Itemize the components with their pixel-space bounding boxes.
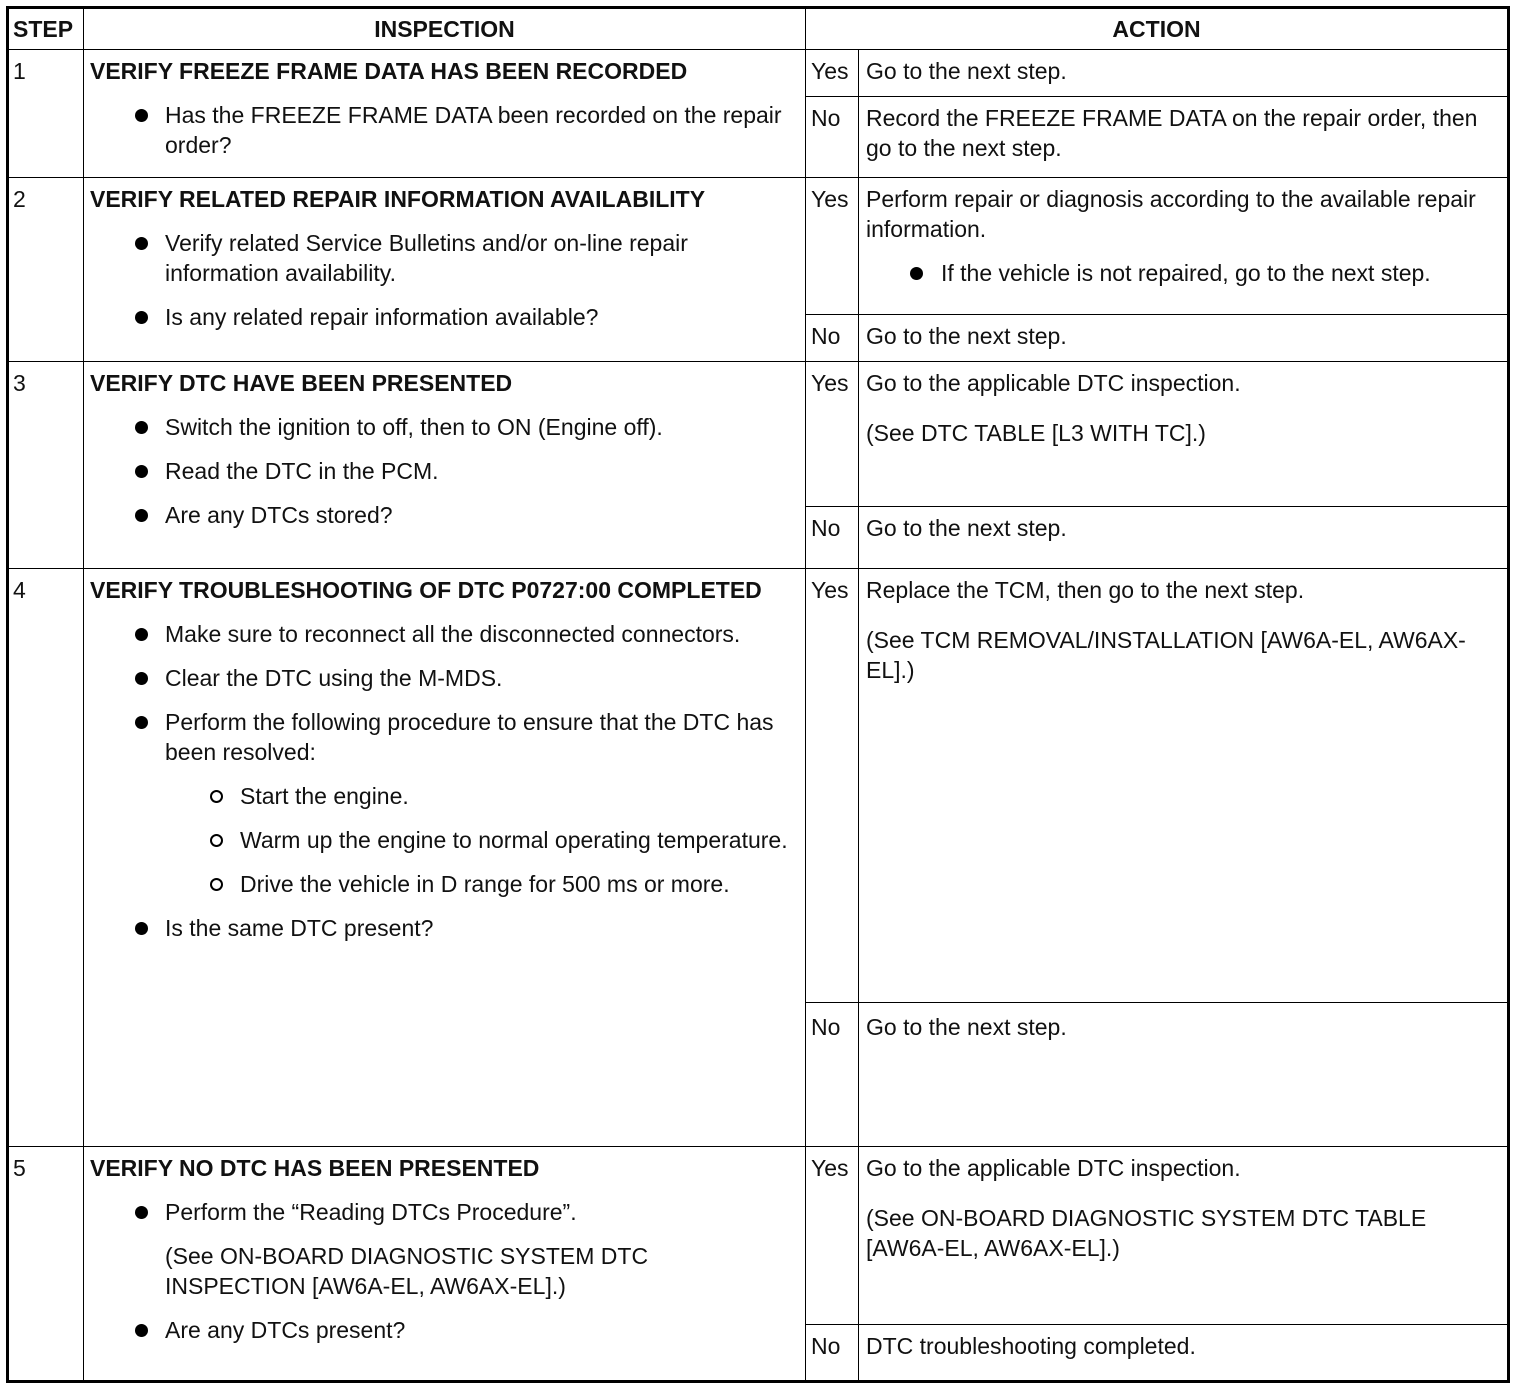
yes-label: Yes [806,50,859,97]
no-label: No [806,315,859,362]
list-item: Are any DTCs present? [90,1315,795,1345]
no-label: No [806,1325,859,1382]
list-item: Has the FREEZE FRAME DATA been recorded on the repair order? [90,100,795,160]
list-item: Is any related repair information available? [90,302,795,332]
yes-action [859,362,1509,507]
action-text: Go to the next step. [866,58,1067,84]
step-number: 1 [8,50,84,178]
diagnostic-table [6,6,1510,1383]
list-item: Switch the ignition to off, then to ON (Engine off). [90,412,795,442]
inspection-cell [84,50,806,178]
no-label: No [806,97,859,178]
action-text: DTC troubleshooting completed. [866,1333,1196,1359]
header-row [8,8,1509,50]
action-ref: (See ON-BOARD DIAGNOSTIC SYSTEM DTC TABLE [AW6A-EL, AW6AX-EL].) [866,1205,1427,1261]
list-item: Read the DTC in the PCM. [90,456,795,486]
no-action [859,315,1509,362]
list-note: (See ON-BOARD DIAGNOSTIC SYSTEM DTC INSPECTION [AW6A-EL, AW6AX-EL].) [165,1243,649,1299]
action-text: Go to the applicable DTC inspection. [866,370,1241,396]
header-action: ACTION [806,8,1509,50]
step-number: 3 [8,362,84,569]
step-number: 4 [8,569,84,1147]
inspection-cell [84,569,806,1147]
step-title: VERIFY NO DTC HAS BEEN PRESENTED [90,1155,540,1181]
yes-action [859,178,1509,315]
action-bullet: If the vehicle is not repaired, go to the next step. [866,258,1495,288]
yes-label: Yes [806,1147,859,1325]
sub-list-item: Warm up the engine to normal operating temperature. [90,825,795,855]
header-inspection: INSPECTION [84,8,806,50]
action-text: Replace the TCM, then go to the next step. [866,577,1305,603]
yes-action [859,1147,1509,1325]
list-item: Clear the DTC using the M-MDS. [90,663,795,693]
sub-list-item: Drive the vehicle in D range for 500 ms or more. [90,869,795,899]
action-text: Perform repair or diagnosis according to the available repair information. [866,186,1476,242]
table-row [8,569,1509,1003]
header-step: STEP [8,8,84,50]
step-number: 5 [8,1147,84,1382]
action-text: Go to the applicable DTC inspection. [866,1155,1241,1181]
yes-action [859,569,1509,1003]
action-text: Go to the next step. [866,323,1067,349]
step-title: VERIFY TROUBLESHOOTING OF DTC P0727:00 COMPLETED [90,577,762,603]
no-action [859,507,1509,569]
list-item: Make sure to reconnect all the disconnected connectors. [90,619,795,649]
action-text: Go to the next step. [866,1014,1067,1040]
list-item: Are any DTCs stored? [90,500,795,530]
list-item: Verify related Service Bulletins and/or on-line repair information availability. [90,228,795,288]
yes-label: Yes [806,178,859,315]
no-label: No [806,1003,859,1147]
yes-label: Yes [806,569,859,1003]
no-action [859,1003,1509,1147]
yes-action [859,50,1509,97]
table-row [8,1147,1509,1325]
no-action [859,1325,1509,1382]
step-number: 2 [8,178,84,362]
no-action [859,97,1509,178]
no-label: No [806,507,859,569]
inspection-cell [84,1147,806,1382]
action-text: Record the FREEZE FRAME DATA on the repair order, then go to the next step. [866,105,1478,161]
table-row [8,362,1509,507]
action-text: Go to the next step. [866,515,1067,541]
step-title: VERIFY FREEZE FRAME DATA HAS BEEN RECORDED [90,58,688,84]
table-row [8,50,1509,97]
sub-list-item: Start the engine. [90,781,795,811]
inspection-cell [84,178,806,362]
action-ref: (See TCM REMOVAL/INSTALLATION [AW6A-EL, AW6AX-EL].) [866,627,1466,683]
table-row [8,178,1509,315]
list-item: Perform the following procedure to ensure that the DTC has been resolved: [90,707,795,767]
step-title: VERIFY DTC HAVE BEEN PRESENTED [90,370,513,396]
list-item: Is the same DTC present? [90,913,795,943]
step-title: VERIFY RELATED REPAIR INFORMATION AVAILABILITY [90,186,706,212]
yes-label: Yes [806,362,859,507]
list-item: Perform the “Reading DTCs Procedure”. [90,1197,795,1227]
action-ref: (See DTC TABLE [L3 WITH TC].) [866,420,1206,446]
inspection-cell [84,362,806,569]
